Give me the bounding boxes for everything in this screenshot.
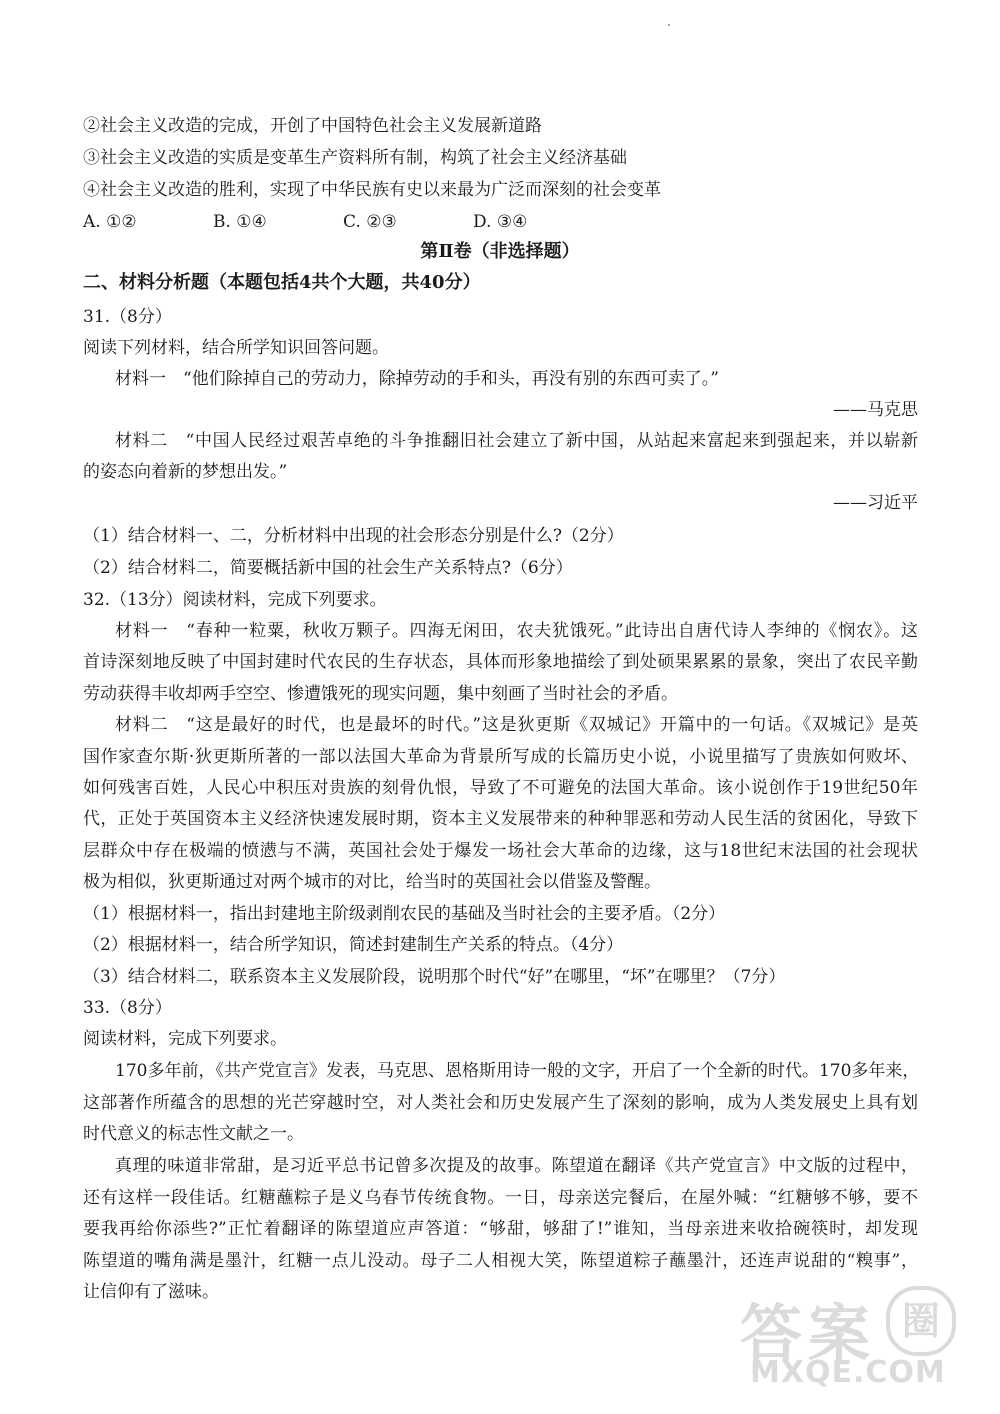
q32-material-1-line-2: 首诗深刻地反映了中国封建时代农民的生存状态，具体而形象地描绘了到处硕果累累的景象，突出了农民辛勤 — [83, 652, 918, 672]
q31-material-2-line-1: 材料二 “中国人民经过艰苦卓绝的斗争推翻旧社会建立了新中国，从站起来富起来到强起来，并以崭新 — [115, 431, 918, 451]
watermark-char-1: 答 — [740, 1297, 803, 1370]
q30-options — [83, 211, 527, 233]
q33-paragraph-2-line-1: 真理的味道非常甜，是习近平总书记曾多次提及的故事。陈望道在翻译《共产党宣言》中文版的过程中， — [115, 1156, 918, 1176]
q32-material-1-line-1: 材料一 “春种一粒粟，秋收万颗子。四海无闲田，农夫犹饿死。”此诗出自唐代诗人李绅的《悯农》。这 — [115, 621, 918, 641]
q33-paragraph-1-line-2: 这部著作所蕴含的思想的光芒穿越时空，对人类社会和历史发展产生了深刻的影响，成为人类发展史上具有划 — [83, 1093, 918, 1113]
q31-material-1: 材料一 “他们除掉自己的劳动力，除掉劳动的手和头，再没有别的东西可卖了。” — [115, 369, 719, 389]
scan-speck — [668, 24, 670, 26]
q30-option-a: A. ①② — [83, 212, 137, 232]
q32-header: 32.（13分）阅读材料，完成下列要求。 — [83, 590, 387, 610]
q30-statement-3: ③社会主义改造的实质是变革生产资料所有制，构筑了社会主义经济基础 — [83, 148, 627, 168]
q32-material-1-line-3: 劳动获得丰收却两手空空、惨遭饿死的现实问题，集中刻画了当时社会的矛盾。 — [83, 684, 678, 704]
q33-paragraph-1-line-3: 时代意义的标志性文献之一。 — [83, 1124, 304, 1144]
q33-intro: 阅读材料，完成下列要求。 — [83, 1029, 287, 1049]
part2-title: 第Ⅱ卷（非选择题） — [420, 241, 580, 262]
section2-title: 二、材料分析题（本题包括4共个大题，共40分） — [83, 272, 481, 293]
q33-paragraph-1-line-1: 170多年前，《共产党宣言》发表，马克思、恩格斯用诗一般的文字，开启了一个全新的时代。170多年来， — [115, 1061, 920, 1081]
watermark-char-2: 案 — [808, 1297, 871, 1370]
q32-material-2-line-1: 材料二 “这是最好的时代，也是最坏的时代。”这是狄更斯《双城记》开篇中的一句话。《双城记》是英 — [115, 715, 918, 735]
q32-sub-question-2: （2）根据材料一，结合所学知识，简述封建制生产关系的特点。（4分） — [83, 935, 624, 955]
q31-material-2-source: ——习近平 — [833, 493, 918, 513]
watermark-logo — [732, 1284, 962, 1394]
watermark-badge: 圈 — [886, 1286, 956, 1356]
q33-paragraph-2-line-2: 还有这样一段佳话。红糖蘸粽子是义乌春节传统食物。一日，母亲送完餐后，在屋外喊：“红糖够不够，要不 — [83, 1188, 918, 1208]
q30-option-d: D. ③④ — [473, 212, 528, 232]
q32-sub-question-3: （3）结合材料二，联系资本主义发展阶段，说明那个时代“好”在哪里，“坏”在哪里？（7分） — [83, 967, 786, 987]
q32-material-2-line-4: 代，正处于英国资本主义经济快速发展时期，资本主义发展带来的种种罪恶和劳动人民生活的贫困化，导致下 — [83, 809, 918, 829]
q31-number: 31.（8分） — [83, 307, 172, 327]
q32-material-2-line-6: 极为相似，狄更斯通过对两个城市的对比，给当时的英国社会以借鉴及警醒。 — [83, 872, 661, 892]
q33-paragraph-2-line-3: 要我再给你添些?”正忙着翻译的陈望道应声答道：“够甜，够甜了!”谁知，当母亲进来收拾碗筷时，却发现 — [83, 1219, 918, 1239]
q31-sub-question-2: （2）结合材料二，简要概括新中国的社会生产关系特点?（6分） — [83, 558, 573, 578]
q30-option-c: C. ②③ — [343, 212, 397, 232]
q32-material-2-line-3: 如何残害百姓，人民心中积压对贵族的刻骨仇恨，导致了不可避免的法国大革命。该小说创作于19世纪50年 — [83, 778, 918, 798]
q32-material-2-line-5: 层群众中存在极端的愤懑与不满，英国社会处于爆发一场社会大革命的边缘，这与18世纪末法国的社会现状 — [83, 841, 918, 861]
q32-material-2-line-2: 国作家查尔斯·狄更斯所著的一部以法国大革命为背景所写成的长篇历史小说，小说里描写了贵族如何败坏、 — [83, 747, 918, 767]
watermark-url: MXQE.COM — [750, 1355, 946, 1390]
q30-option-b: B. ①④ — [213, 212, 267, 232]
q33-paragraph-2-line-5: 让信仰有了滋味。 — [83, 1282, 219, 1302]
q31-material-2-line-2: 的姿态向着新的梦想出发。” — [83, 462, 288, 482]
q30-statement-4: ④社会主义改造的胜利，实现了中华民族有史以来最为广泛而深刻的社会变革 — [83, 180, 661, 200]
q31-material-1-source: ——马克思 — [833, 400, 918, 420]
q33-number: 33.（8分） — [83, 998, 172, 1018]
q31-sub-question-1: （1）结合材料一、二，分析材料中出现的社会形态分别是什么?（2分） — [83, 526, 624, 546]
q32-sub-question-1: （1）根据材料一，指出封建地主阶级剥削农民的基础及当时社会的主要矛盾。（2分） — [83, 904, 726, 924]
q31-intro: 阅读下列材料，结合所学知识回答问题。 — [83, 338, 389, 358]
q33-paragraph-2-line-4: 陈望道的嘴角满是墨汁，红糖一点儿没动。母子二人相视大笑，陈望道粽子蘸墨汁，还连声说甜的“糗事”， — [83, 1251, 918, 1271]
q30-statement-2: ②社会主义改造的完成，开创了中国特色社会主义发展新道路 — [83, 116, 542, 136]
